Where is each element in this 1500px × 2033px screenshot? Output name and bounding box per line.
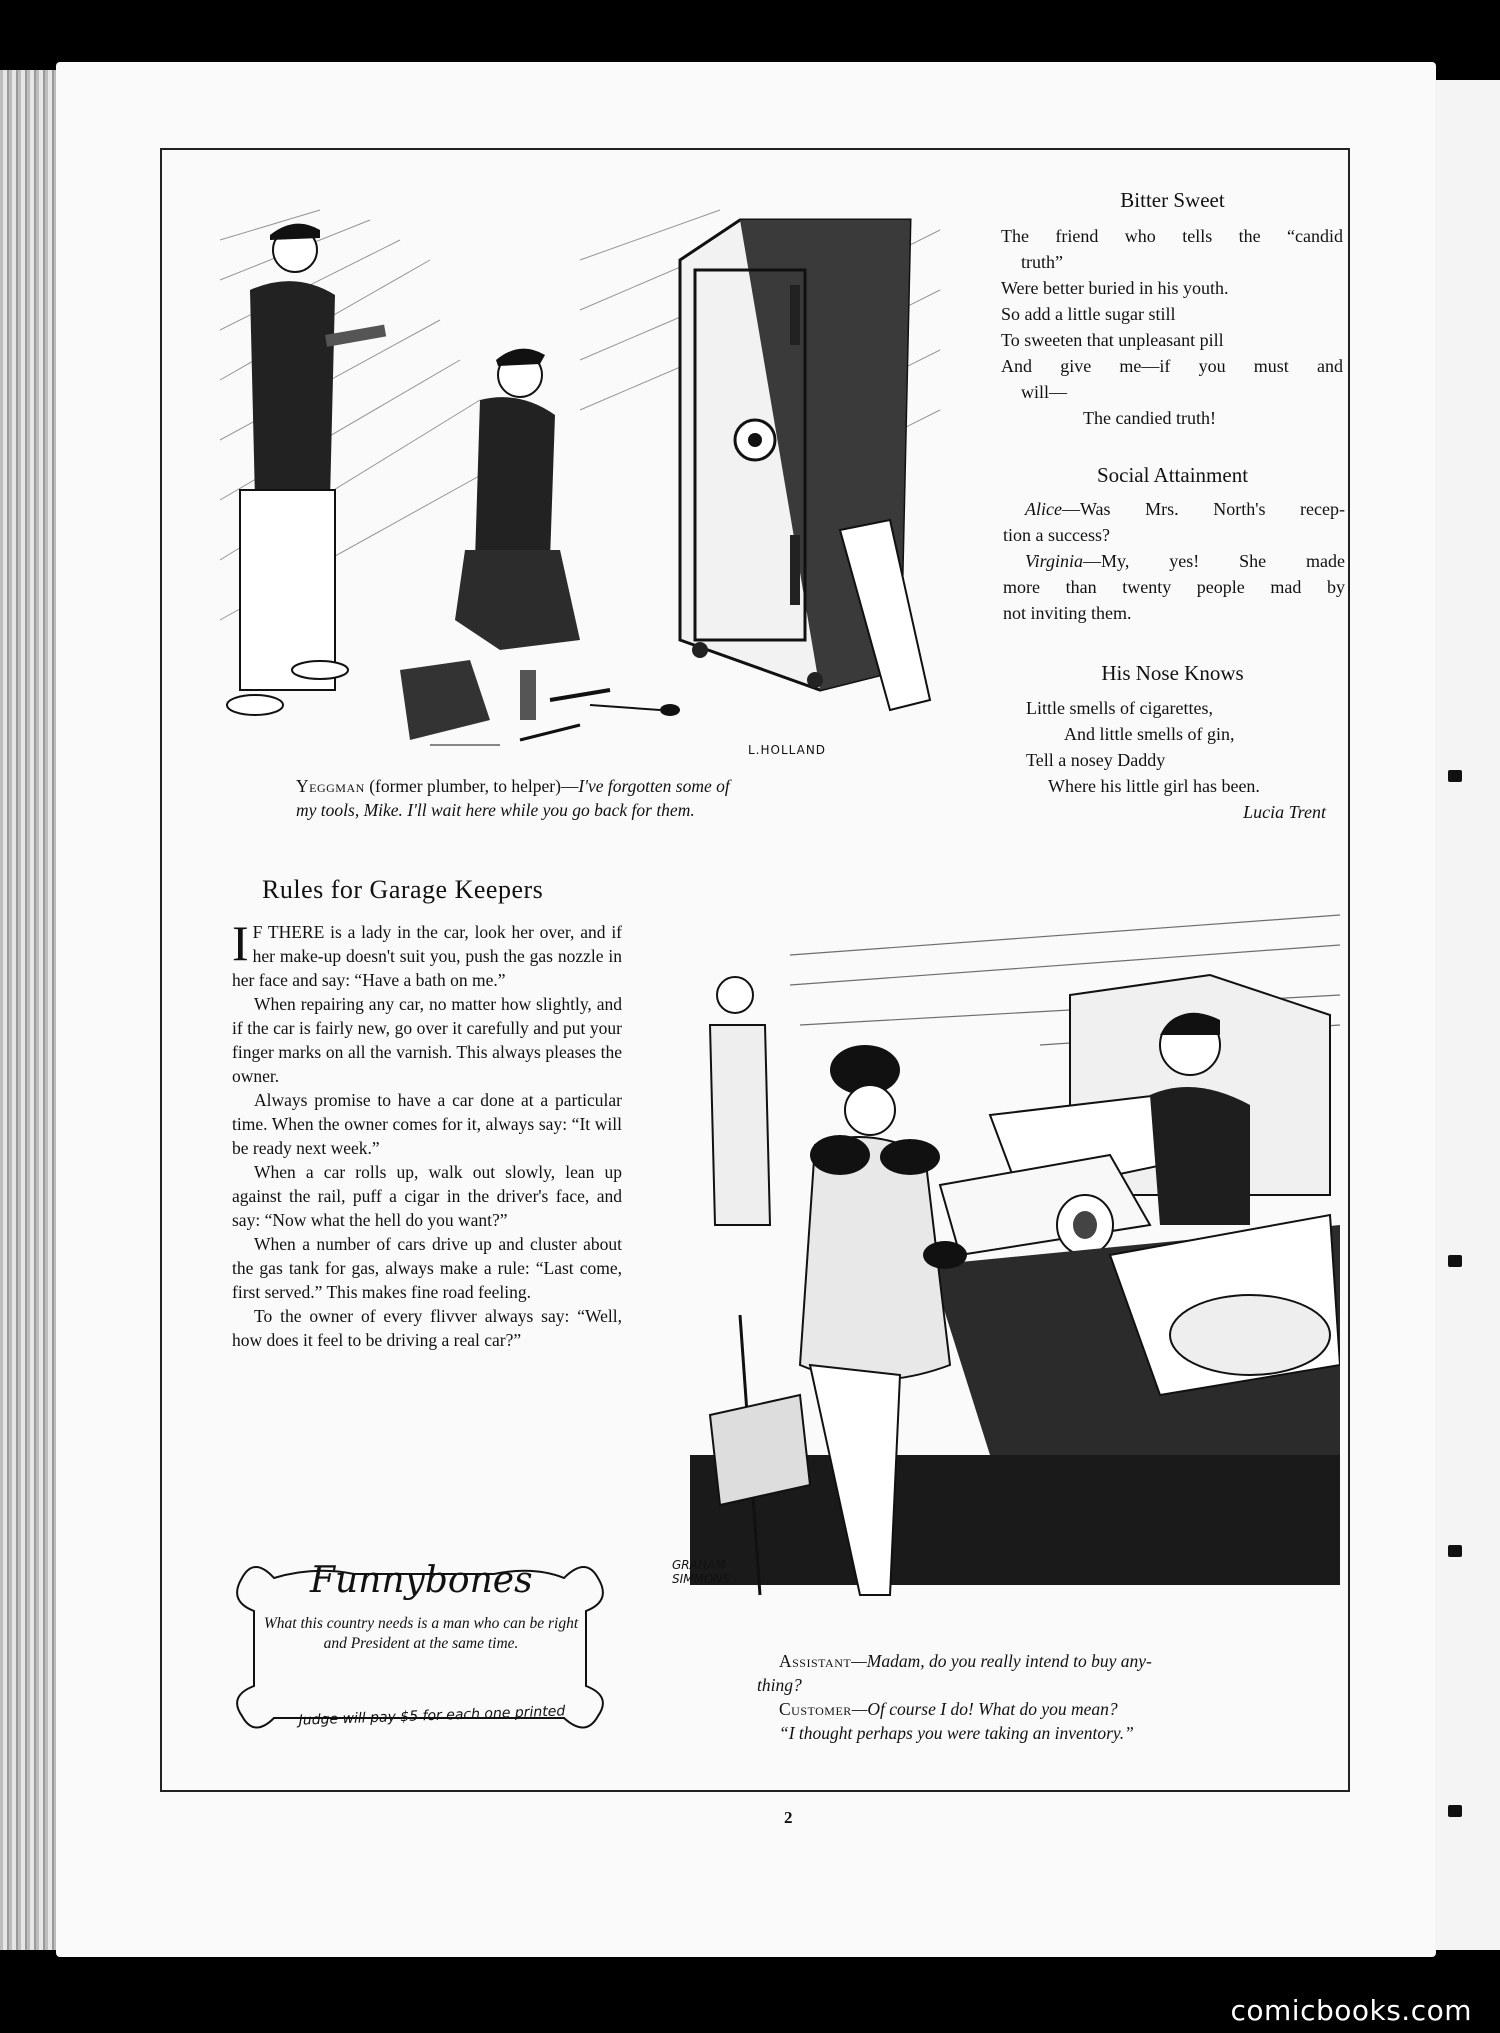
speaker-virginia: Virginia — [1025, 551, 1083, 571]
joke-text: —Was Mrs. North's recep- — [1061, 499, 1345, 519]
poem-bitter-sweet — [1001, 223, 1343, 431]
article-lead: F THERE — [252, 922, 325, 942]
poem-line: Were better buried in his youth. — [1001, 278, 1229, 298]
poem-title-his-nose-knows: His Nose Knows — [1101, 661, 1244, 685]
cartoon2-caption — [757, 1649, 1307, 1745]
caption-note: (former plumber, to helper)— — [369, 776, 579, 796]
drop-cap: I — [232, 915, 249, 971]
caption-text: —Madam, do you really intend to buy any- — [851, 1651, 1152, 1671]
joke-line — [1003, 496, 1345, 522]
page-number: 2 — [784, 1808, 793, 1827]
cartoon2-signature: GRAHAM SIMMONS — [672, 1558, 730, 1586]
facing-page-edge — [1435, 80, 1500, 1950]
joke-social-attainment — [1003, 496, 1345, 626]
poem-line: will— — [1021, 382, 1068, 402]
poem-line: Tell a nosey Daddy — [1026, 750, 1166, 770]
caption-line1: I've forgotten some of — [578, 776, 730, 796]
poem-author: Lucia Trent — [1243, 802, 1326, 822]
joke-title-social-attainment: Social Attainment — [1096, 463, 1249, 487]
poem-line: And give me—if you must and — [1001, 356, 1343, 376]
cartoon1-caption — [296, 774, 931, 822]
binding-rivet — [1448, 770, 1462, 782]
article-paragraph: To the owner of every flivver always say: “Well, how does it feel to be driving a real car?” — [232, 1306, 622, 1350]
article-title: Rules for Garage Keepers — [262, 875, 544, 904]
joke-line — [1003, 548, 1345, 574]
site-watermark: comicbooks.com — [1230, 1994, 1472, 2027]
binding-rivet — [1448, 1545, 1462, 1557]
joke-line: more than twenty people mad by — [1003, 577, 1345, 597]
caption-line — [757, 1721, 1307, 1745]
yeggman-cartoon-illustration — [200, 200, 960, 770]
poem-line: Where his little girl has been. — [1048, 776, 1260, 796]
poem-line: Little smells of cigarettes, — [1026, 698, 1213, 718]
caption-line — [757, 1697, 1307, 1721]
caption-text: thing? — [757, 1675, 802, 1695]
funnybones-title: Funnybones — [310, 1560, 533, 1601]
article-text: is a lady in the car, look her over, and if her make-up doesn't suit you, push the gas nozzle in her face and say: “Have a bath on me.” — [232, 922, 623, 990]
cartoon1-signature: L.HOLLAND — [748, 743, 827, 757]
poem-line: So add a little sugar still — [1001, 304, 1176, 324]
article-paragraph — [232, 915, 623, 992]
joke-line: not inviting them. — [1003, 603, 1132, 623]
poem-line: The friend who tells the “candid — [1001, 226, 1343, 246]
shop-assistant-cartoon-illustration — [690, 895, 1340, 1635]
article-paragraph: Always promise to have a car done at a particular time. When the owner comes for it, always say: “It will be ready next week.” — [232, 1090, 622, 1158]
article-paragraph: When a number of cars drive up and cluster about the gas tank for gas, always make a rule: “Last come, first served.” This makes fine road feeling. — [232, 1234, 622, 1302]
caption-line — [757, 1673, 1307, 1697]
joke-line: tion a success? — [1003, 525, 1110, 545]
article-body — [232, 915, 623, 1352]
binding-rivet — [1448, 1255, 1462, 1267]
article-paragraph: When a car rolls up, walk out slowly, lean up against the rail, puff a cigar in the driver's face, and say: “Now what the hell do you want?” — [232, 1162, 622, 1230]
poem-line: And little smells of gin, — [1064, 724, 1235, 744]
joke-text: —My, yes! She made — [1083, 551, 1345, 571]
caption-text: “I thought perhaps you were taking an inventory.” — [779, 1723, 1134, 1743]
poem-line: To sweeten that unpleasant pill — [1001, 330, 1224, 350]
poem-title-bitter-sweet: Bitter Sweet — [1120, 188, 1225, 212]
speaker-customer: Customer — [779, 1699, 852, 1719]
speaker-alice: Alice — [1025, 499, 1062, 519]
caption-line2: my tools, Mike. I'll wait here while you go back for them. — [296, 800, 695, 820]
binding-rivet — [1448, 1805, 1462, 1817]
poem-line: truth” — [1021, 252, 1063, 272]
article-paragraph: When repairing any car, no matter how slightly, and if the car is fairly new, go over it carefully and put your finger marks on all the varnish. This always pleases the owner. — [232, 994, 622, 1086]
poem-line: The candied truth! — [1083, 408, 1216, 428]
caption-text: —Of course I do! What do you mean? — [851, 1699, 1118, 1719]
funnybones-note: Judge will pay $5 for each one printed — [298, 1703, 566, 1729]
speaker-assistant: Assistant — [779, 1651, 852, 1671]
poem-his-nose-knows — [1026, 695, 1346, 825]
funnybones-quote: What this country needs is a man who can be right and President at the same time. — [263, 1615, 579, 1652]
caption-line — [757, 1649, 1307, 1673]
caption-speaker: Yeggman — [296, 776, 365, 796]
